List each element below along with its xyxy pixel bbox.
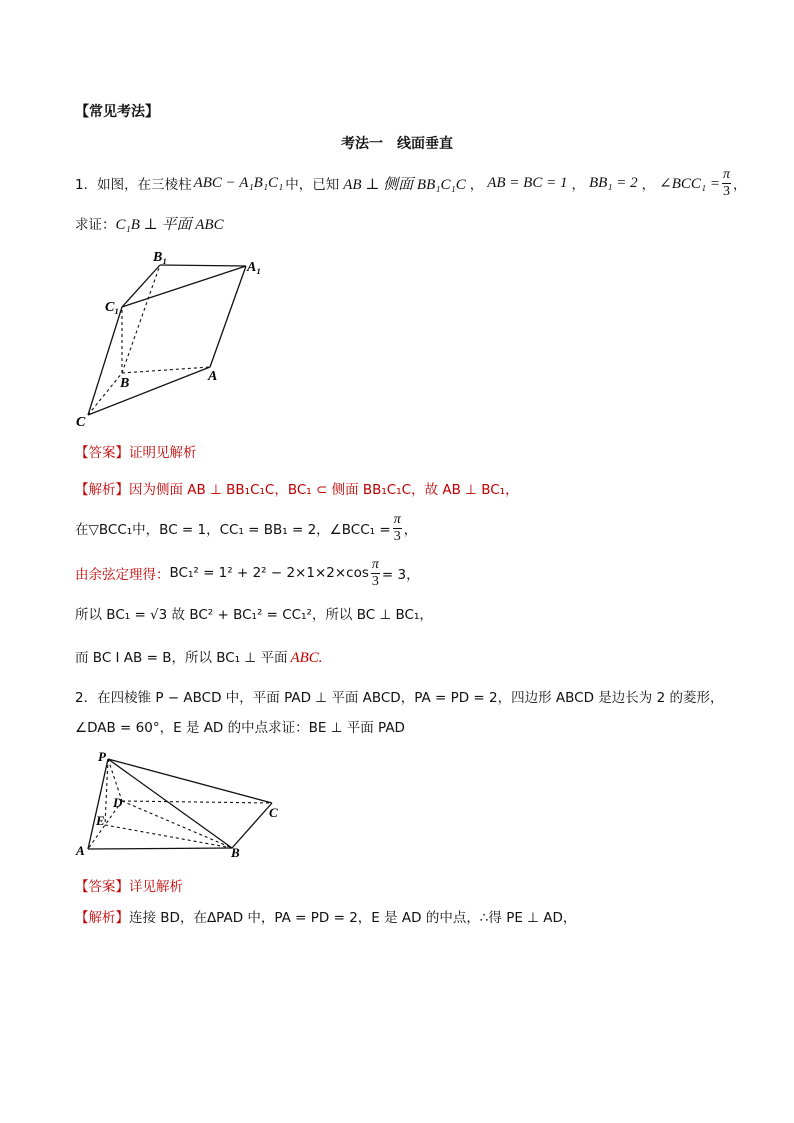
answer1 — [75, 441, 197, 461]
analysis1-tag: 【解析】 — [75, 482, 129, 498]
problem1-cond1: AB ⊥ 侧面 BB₁C₁C — [343, 176, 466, 193]
analysis1-line2-fraction: $\frac{\pi}{3}$ — [393, 511, 401, 544]
problem1-given: 中，已知 — [285, 177, 340, 193]
problem1-prove: 求证：C₁B ⊥ 平面 ABC — [75, 217, 224, 233]
analysis1-line5: 而 BC I AB = B，所以 BC₁ ⊥ 平面 ABC. — [75, 650, 323, 666]
prism-figure — [70, 245, 280, 430]
edge-AB — [88, 848, 232, 849]
edge-A1B1 — [160, 265, 246, 266]
problem1-statement: 1． 如图，在三棱柱 ABC − A₁B₁C₁ 中，已知 AB ⊥ 侧面 BB₁C₁C ， AB = BC = 1 ， BB₁ = 2 ， ∠BCC₁ = $\frac{\pi}{3}$ ， — [75, 166, 747, 199]
analysis1-line4: 所以 BC₁ = √3 故 BC² + BC₁² = CC₁²，所以 BC ⊥ BC₁， — [75, 607, 433, 623]
analysis1-line1: 【解析】因为侧面 AB ⊥ BB₁C₁C，BC₁ ⊂ 侧面 BB₁C₁C，故 AB ⊥ BC₁， — [75, 482, 519, 498]
answer2-text: 详见解析 — [129, 879, 183, 895]
problem1-cond2: AB = BC = 1 — [487, 174, 568, 191]
edge-CA — [88, 367, 210, 415]
label-C1: C₁ — [105, 300, 120, 315]
label-C: C — [76, 415, 86, 430]
edge-BC — [232, 803, 272, 848]
label-B: B — [231, 845, 240, 860]
edge-AA1 — [210, 266, 246, 367]
answer1-tag: 【答案】 — [75, 445, 129, 461]
answer2 — [75, 875, 183, 895]
analysis1-line3: 由余弦定理得： BC₁² = 1² + 2² − 2×1×2×cos $\frac{\pi}{3}$ = 3， — [75, 556, 420, 589]
label-C: C — [269, 805, 278, 820]
problem1-number: 1． — [75, 177, 98, 193]
problem1-prism: ABC − A₁B₁C₁ — [193, 174, 284, 191]
label-A: A — [76, 843, 85, 858]
analysis2: 【解析】连接 BD，在ΔPAD 中，PA = PD = 2，E 是 AD 的中点，∴得 PE ⊥ AD， — [75, 910, 577, 926]
problem1-angle-fraction: $\frac{\pi}{3}$ — [722, 166, 730, 199]
edge-PC — [108, 759, 272, 803]
edge-BB1 — [122, 265, 160, 373]
analysis1-line2: 在▽BCC₁中，BC = 1，CC₁ = BB₁ = 2，∠BCC₁ = $\frac{\pi}{3}$ ， — [75, 511, 418, 544]
answer1-text: 证明见解析 — [129, 445, 197, 461]
label-B: B — [120, 376, 130, 391]
problem2-line1: 2．在四棱锥 P − ABCD 中，平面 PAD ⊥ 平面 ABCD，PA = PD = 2，四边形 ABCD 是边长为 2 的菱形， — [75, 690, 724, 706]
label-E: E — [96, 813, 105, 828]
problem1-intro: 如图，在三棱柱 — [97, 177, 192, 193]
method-title: 考法一 线面垂直 — [341, 136, 453, 152]
edge-EB — [105, 825, 232, 848]
problem2-line2: ∠DAB = 60°，E 是 AD 的中点求证：BE ⊥ 平面 PAD — [75, 720, 405, 736]
analysis1-line3-fraction: $\frac{\pi}{3}$ — [371, 556, 379, 589]
analysis2-tag: 【解析】 — [75, 910, 129, 926]
label-A1: A₁ — [247, 260, 262, 275]
edge-C1C — [88, 307, 122, 415]
problem1-angle: ∠BCC₁ = — [659, 175, 720, 192]
label-A: A — [208, 369, 218, 384]
label-B1: B₁ — [153, 250, 168, 265]
edge-DC — [122, 801, 272, 803]
pyramid-figure — [70, 745, 290, 865]
edge-PB — [108, 759, 232, 848]
label-P: P — [98, 749, 106, 764]
answer2-tag: 【答案】 — [75, 879, 129, 895]
problem1-cond3: BB₁ = 2 — [588, 174, 638, 191]
label-D: D — [113, 795, 123, 810]
section-header: 【常见考法】 — [75, 104, 159, 120]
